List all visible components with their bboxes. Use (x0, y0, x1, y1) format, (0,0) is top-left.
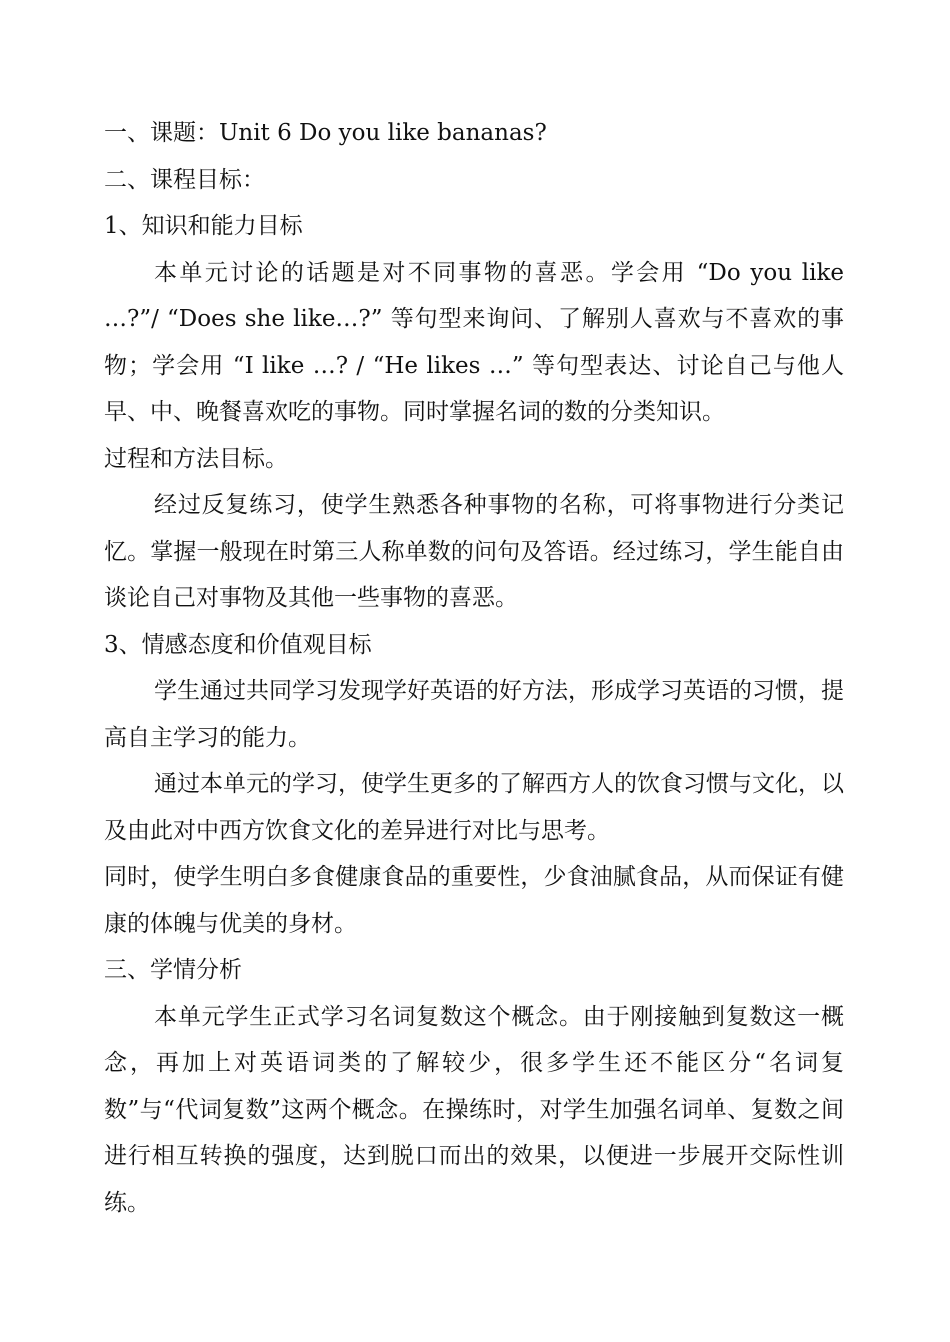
emotion-paragraph-2: 通过本单元的学习，使学生更多的了解西方人的饮食习惯与文化，以及由此对中西方饮食文化的差异进行对比与思考。 (104, 771, 844, 844)
emotion-heading: 3、情感态度和价值观目标 (104, 631, 372, 658)
knowledge-heading: 1、知识和能力目标 (104, 213, 303, 239)
document-page (104, 110, 844, 1226)
emotion-paragraph-1: 学生通过共同学习发现学好英语的好方法，形成学习英语的习惯，提高自主学习的能力。 (104, 678, 844, 751)
analysis-paragraph: 本单元学生正式学习名词复数这个概念。由于刚接触到复数这一概念，再加上对英语词类的了解较少，很多学生还不能区分“名词复数”与“代词复数”这两个概念。在操练时，对学生加强名词单、复数之间进行相互转换的强度，达到脱口而出的效果，以便进一步展开交际性训练。 (104, 1003, 844, 1216)
process-heading: 过程和方法目标。 (104, 445, 288, 472)
emotion-paragraph-3: 同时，使学生明白多食健康食品的重要性，少食油腻食品，从而保证有健康的体魄与优美的身材。 (104, 864, 844, 937)
analysis-heading: 三、学情分析 (104, 957, 242, 983)
knowledge-paragraph: 本单元讨论的话题是对不同事物的喜恶。学会用 “Do you like …?”/ “Does she like…?” 等句型来询问、了解别人喜欢与不喜欢的事物；学会用 “I like …? / “He likes …” 等句型表达、讨论自己与他人早、中、晚餐喜欢吃的事物。同时掌握名词的数的分类知识。 (104, 259, 844, 425)
process-paragraph: 经过反复练习，使学生熟悉各种事物的名称，可将事物进行分类记忆。掌握一般现在时第三人称单数的问句及答语。经过练习，学生能自由谈论自己对事物及其他一些事物的喜恶。 (104, 492, 844, 611)
lesson-title: 一、课题：Unit 6 Do you like bananas? (104, 120, 547, 146)
objectives-heading: 二、课程目标： (104, 166, 265, 193)
